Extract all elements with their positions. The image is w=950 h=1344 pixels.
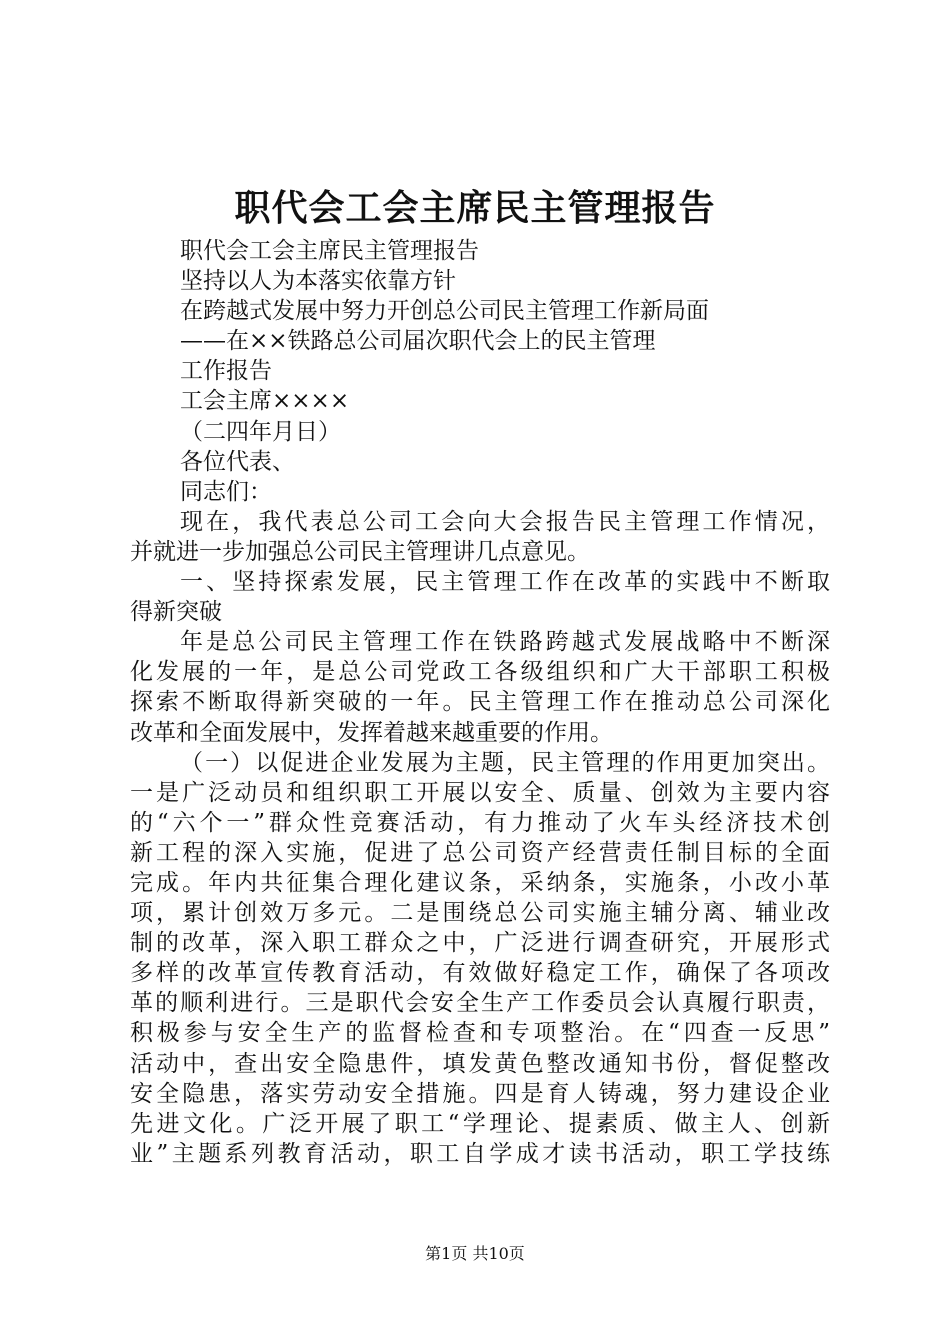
body-line: 活动中，查出安全隐患件，填发黄色整改通知书份，督促整改 bbox=[130, 1050, 830, 1077]
body-line: 新工程的深入实施，促进了总公司资产经营责任制目标的全面 bbox=[130, 839, 830, 866]
body-line: 多样的改革宣传教育活动，有效做好稳定工作，确保了各项改 bbox=[130, 960, 830, 987]
body-line: 坚持以人为本落实依靠方针 bbox=[180, 268, 456, 295]
body-line: 探索不断取得新突破的一年。民主管理工作在推动总公司深化 bbox=[130, 689, 830, 716]
body-line: 改革和全面发展中，发挥着越来越重要的作用。 bbox=[130, 719, 613, 746]
body-line: （一）以促进企业发展为主题，民主管理的作用更加突出。 bbox=[180, 749, 830, 776]
body-line: 职代会工会主席民主管理报告 bbox=[180, 238, 479, 264]
body-line: 得新突破 bbox=[130, 599, 222, 626]
body-line: 完成。年内共征集合理化建议条，采纳条，实施条，小改小革 bbox=[130, 869, 830, 896]
body-line: 工会主席×××× bbox=[180, 388, 350, 415]
body-line: ——在××铁路总公司届次职代会上的民主管理 bbox=[180, 328, 656, 355]
body-line: 并就进一步加强总公司民主管理讲几点意见。 bbox=[130, 538, 590, 565]
body-line: 各位代表、 bbox=[180, 448, 295, 475]
body-line: 积极参与安全生产的监督检查和专项整治。在“四查一反思” bbox=[130, 1020, 830, 1047]
body-line: 在跨越式发展中努力开创总公司民主管理工作新局面 bbox=[180, 298, 709, 325]
document-title: 职代会工会主席民主管理报告 bbox=[234, 187, 716, 229]
page-footer: 第1页 共10页 bbox=[425, 1244, 525, 1263]
body-line: 工作报告 bbox=[180, 358, 272, 385]
body-line: 安全隐患，落实劳动安全措施。四是育人铸魂，努力建设企业 bbox=[130, 1080, 830, 1107]
body-line: 制的改革，深入职工群众之中，广泛进行调查研究，开展形式 bbox=[130, 930, 830, 957]
body-line: 的“六个一”群众性竞赛活动，有力推动了火车头经济技术创 bbox=[130, 809, 830, 836]
body-line: 项，累计创效万多元。二是围绕总公司实施主辅分离、辅业改 bbox=[130, 900, 830, 927]
body-line: 现在，我代表总公司工会向大会报告民主管理工作情况， bbox=[180, 508, 830, 535]
body-line: 革的顺利进行。三是职代会安全生产工作委员会认真履行职责， bbox=[130, 990, 830, 1017]
body-line: 先进文化。广泛开展了职工“学理论、提素质、做主人、创新 bbox=[130, 1110, 830, 1137]
body-line: （二四年月日） bbox=[180, 418, 341, 445]
body-line: 化发展的一年，是总公司党政工各级组织和广大干部职工积极 bbox=[130, 659, 830, 686]
body-line: 一、坚持探索发展，民主管理工作在改革的实践中不断取 bbox=[180, 569, 830, 596]
body-line: 同志们： bbox=[180, 478, 272, 505]
body-line: 业”主题系列教育活动，职工自学成才读书活动，职工学技练 bbox=[130, 1140, 830, 1167]
body-line: 一是广泛动员和组织职工开展以安全、质量、创效为主要内容 bbox=[130, 779, 830, 806]
body-line: 年是总公司民主管理工作在铁路跨越式发展战略中不断深 bbox=[180, 629, 830, 656]
document-body bbox=[130, 236, 830, 1169]
